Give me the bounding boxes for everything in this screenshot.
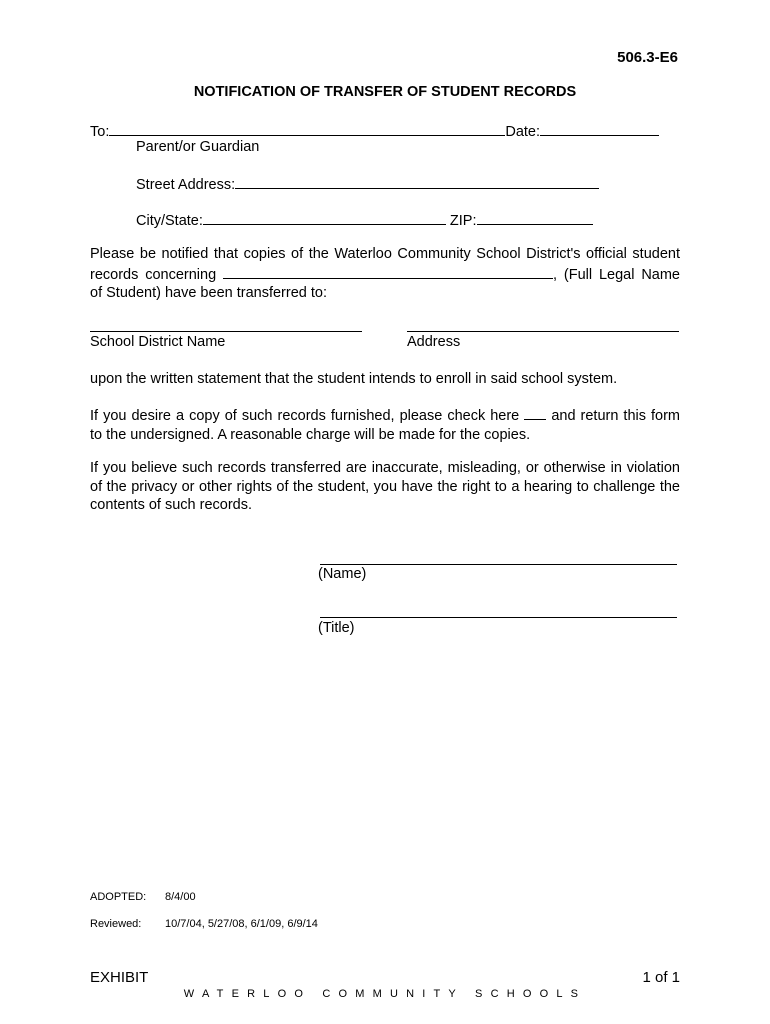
- district-name-line[interactable]: [90, 331, 362, 332]
- district-name-label: School District Name: [90, 334, 226, 350]
- to-field[interactable]: [109, 121, 505, 136]
- district-address-label: Address: [407, 334, 461, 350]
- street-label: Street Address:: [136, 177, 236, 193]
- signature-title-label: (Title): [318, 620, 355, 636]
- copy-request-part2: and return this form to the undersigned. A reasonable charge will be made for the copies.: [90, 408, 681, 443]
- city-field[interactable]: [203, 210, 446, 225]
- reviewed-label: Reviewed:: [90, 918, 142, 930]
- student-name-field[interactable]: [223, 264, 553, 279]
- signature-name-line[interactable]: [320, 564, 677, 565]
- reviewed-dates: 10/7/04, 5/27/08, 6/1/09, 6/9/14: [165, 918, 318, 930]
- adopted-label: ADOPTED:: [90, 891, 147, 903]
- enroll-statement: upon the written statement that the student intends to enroll in said school system.: [90, 371, 618, 387]
- street-field[interactable]: [235, 174, 599, 189]
- document-title: NOTIFICATION OF TRANSFER OF STUDENT RECORDS: [193, 84, 577, 100]
- rights-paragraph: If you believe such records transferred are inaccurate, misleading, or otherwise in violation of the privacy or other rights of the student, you have the right to a hearing to challenge the contents of such records.: [90, 460, 680, 513]
- date-label: Date:: [505, 124, 541, 140]
- city-row: [136, 210, 593, 230]
- policy-number: 506.3-E6: [617, 49, 678, 66]
- zip-label: ZIP:: [449, 213, 477, 229]
- signature-title-line[interactable]: [320, 617, 677, 618]
- organization-name: WATERLOO COMMUNITY SCHOOLS: [183, 988, 587, 1000]
- intro-text-part1: Please be notified that copies of the Waterloo Community School District's official student records concerning: [90, 246, 680, 283]
- district-address-line[interactable]: [407, 331, 679, 332]
- exhibit-label: EXHIBIT: [90, 969, 149, 986]
- signature-name-label: (Name): [318, 566, 367, 582]
- street-row: [136, 174, 599, 194]
- date-field[interactable]: [540, 121, 659, 136]
- intro-paragraph: [90, 245, 680, 303]
- copy-request-paragraph: [90, 405, 680, 444]
- copy-request-checkbox[interactable]: [524, 405, 546, 420]
- page-number: 1 of 1: [642, 969, 680, 986]
- to-label: To:: [90, 124, 110, 140]
- intro-text-part2: , (Full Legal Name of Student) have been transferred to:: [90, 266, 680, 301]
- adopted-date: 8/4/00: [165, 891, 196, 903]
- parent-guardian-label: Parent/or Guardian: [136, 139, 260, 155]
- copy-request-part1: If you desire a copy of such records furnished, please check here: [90, 408, 520, 424]
- zip-field[interactable]: [477, 210, 593, 225]
- city-label: City/State:: [136, 213, 203, 229]
